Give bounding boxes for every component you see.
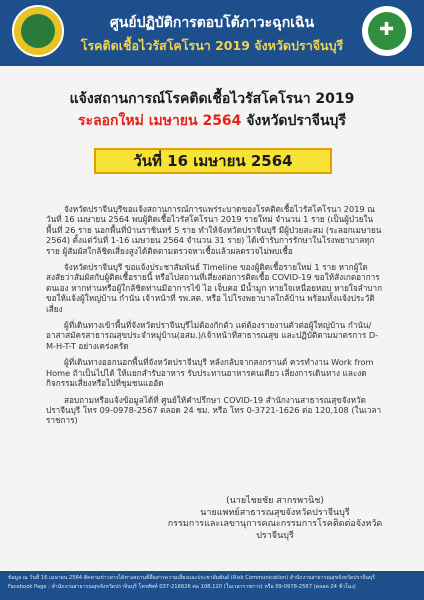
subtitle-red-part: ระลอกใหม่ เมษายน 2564 xyxy=(78,113,242,129)
province-seal-icon xyxy=(12,5,64,57)
signer-name: (นายไชยชัย สากรพานิช) xyxy=(226,496,324,506)
signature-block xyxy=(150,496,400,542)
header-banner xyxy=(0,0,424,66)
footer-line-1: ข้อมูล ณ วันที่ 16 เมษายน 2564 ติดตามข่าวสารได้ทางสถานที่สื่อสารความเสี่ยงและประชาสัมพันธ์ (Risk Communication) สำนักงานสาธารณสุขจังหวัดปราจีนบุรี xyxy=(8,575,375,581)
signer-position: นายแพทย์สาธารณสุขจังหวัดปราจีนบุรี xyxy=(200,507,350,518)
announcement-body xyxy=(46,204,386,432)
header-title: ศูนย์ปฏิบัติการตอบโต้ภาวะฉุกเฉิน xyxy=(109,15,315,31)
signer-role: กรรมการและเลขานุการคณะกรรมการโรคติดต่อจังหวัดปราจีนบุรี xyxy=(167,519,383,541)
ministry-of-public-health-icon xyxy=(362,6,412,56)
paragraph-timeline: จังหวัดปราจีนบุรี ขอแจ้งประชาสัมพันธ์ Timeline ของผู้ติดเชื้อรายใหม่ 1 ราย หากผู้ใดสงสัยว่าสัมผัสกับผู้ติดเชื้อรายนี้ หรือไปสถานที่เสี่ยงต่อการติดเชื้อ COVID-19 ขอให้สังเกตอาการตนเอง หากท่านหรือผู้ใกล้ชิดท่านมีอาการไข้ ไอ เจ็บคอ มีน้ำมูก หายใจเหนื่อยหอบ หายใจลำบาก ขอให้แจ้งผู้ใหญ่บ้าน กำนัน เจ้าหน้าที่ รพ.สต. หรือ ไปโรงพยาบาลใกล้บ้าน พร้อมทั้งแจ้งประวัติเสี่ยง xyxy=(46,262,383,314)
page-title: แจ้งสถานการณ์โรคติดเชื้อไวรัสโคโรนา 2019 xyxy=(69,91,355,107)
footer-bar xyxy=(0,571,424,600)
page-subtitle xyxy=(0,110,424,132)
paragraph-contact: สอบถามหรือแจ้งข้อมูลได้ที่ ศูนย์ให้คำปรึกษา COVID-19 สำนักงานสาธารณสุขจังหวัดปราจีนบุรี โทร 09-0978-2567 ตลอด 24 ชม. หรือ โทร 0-3721-1626 ต่อ 120,108 (ในเวลาราชการ) xyxy=(46,394,382,426)
paragraph-travel: ผู้ที่เดินทางออกนอกพื้นที่จังหวัดปราจีนบุรี หลังกลับจากสงกรานต์ ควรทำงาน Work from Home ถ้าเป็นไปได้ ให้แยกสำรับอาหาร รับประทานอาหารคนเดียว เลี่ยงการเดินทาง และงดกิจกรรมเสี่ยงหรือไปที่ชุมชนแออัด xyxy=(46,357,374,389)
footer-line-2: Facebook Page : สำนักงานสาธารณสุขจังหวัดปราจีนบุรี โทรศัพท์ 037-216626 ต่อ 108,120 (ในเวลาราชการ) หรือ 09-0978-2567 (ตลอด 24 ชั่วโมง) xyxy=(8,584,356,590)
date-banner: วันที่ 16 เมษายน 2564 xyxy=(94,148,332,174)
subtitle-province: จังหวัดปราจีนบุรี xyxy=(246,113,346,129)
header-subtitle: โรคติดเชื้อไวรัสโคโรนา 2019 จังหวัดปราจีนบุรี xyxy=(80,38,344,53)
paragraph-situation: จังหวัดปราจีนบุรีขอแจ้งสถานการณ์การแพร่ระบาดของโรคติดเชื้อไวรัสโคโรนา 2019 ณ วันที่ 16 เมษายน 2564 พบผู้ติดเชื้อไวรัสโคโรนา 2019 รายใหม่ จำนวน 1 ราย (เป็นผู้ป่วยในพื้นที่ 26 ราย นอกพื้นที่บ้านราชินทร์ 5 ราย ทำให้จังหวัดปราจีนบุรี มีผู้ป่วยสะสม (ระลอกเมษายน 2564) ตั้งแต่วันที่ 1-16 เมษายน 2564 จำนวน 31 ราย) ได้เข้ารับการรักษาในโรงพยาบาลทุกราย ผู้สัมผัสใกล้ชิดเสี่ยงสูงได้ติดตามตรวจหาเชื้อแล้วผลตรวจไม่พบเชื้อ xyxy=(46,204,382,256)
paragraph-entry: ผู้ที่เดินทางเข้าพื้นที่จังหวัดปราจีนบุรีไม่ต้องกักตัว แต่ต้องรายงานตัวต่อผู้ใหญ่บ้าน กำนัน/อาสาสมัครสาธารณสุขประจำหมู่บ้าน(อสม.)/เจ้าหน้าที่สาธารณสุข และปฏิบัติตามมาตรการ D-M-H-T-T อย่างเคร่งครัด xyxy=(46,320,379,351)
